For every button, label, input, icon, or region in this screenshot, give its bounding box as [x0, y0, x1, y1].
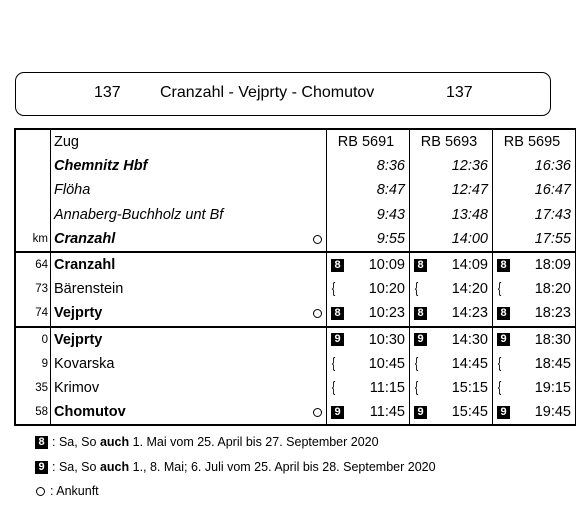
station-cell	[51, 277, 327, 301]
footnote-badge: 8	[414, 307, 427, 320]
time-with-mark	[327, 277, 405, 301]
time-value: 11:45	[369, 404, 405, 421]
time-cell	[493, 203, 576, 227]
time-with-mark	[410, 376, 488, 400]
table-row	[15, 376, 576, 400]
time-value: 19:15	[534, 379, 571, 396]
time-cell	[493, 154, 576, 178]
footnote-badge: 9	[497, 333, 510, 346]
time-value: 18:20	[534, 281, 571, 298]
time-value: 17:43	[534, 206, 571, 223]
time-cell	[493, 277, 576, 301]
time-with-mark	[410, 253, 488, 277]
km-cell: 64	[15, 252, 51, 277]
pass-through-icon: {	[497, 378, 502, 396]
time-value: 18:09	[534, 257, 571, 274]
km-cell	[15, 154, 51, 178]
km-cell: 35	[15, 376, 51, 400]
footnote-badge: 8	[497, 307, 510, 320]
station-name: Cranzahl	[54, 230, 116, 247]
footnote-badge: 8	[331, 259, 344, 272]
legend-item	[35, 460, 436, 474]
pass-through-icon: {	[497, 280, 502, 298]
time-value: 8:47	[376, 182, 405, 199]
time-value: 17:55	[534, 230, 571, 247]
time-cell	[493, 301, 576, 326]
time-value: 14:45	[451, 355, 488, 372]
station-cell	[51, 327, 327, 352]
time-value: 12:36	[451, 158, 488, 175]
time-cell	[493, 252, 576, 277]
header-row	[15, 129, 576, 154]
time-with-mark	[327, 400, 405, 424]
time-value: 13:48	[451, 206, 488, 223]
time-cell	[410, 227, 493, 252]
time-cell	[327, 203, 410, 227]
table-row	[15, 252, 576, 277]
legend-item	[35, 435, 379, 449]
footnote-badge: 8	[35, 436, 48, 449]
time-value: 14:30	[451, 331, 488, 348]
station-name: Cranzahl	[54, 257, 116, 274]
timetable	[14, 128, 576, 426]
km-cell	[15, 178, 51, 202]
time-value: 16:36	[534, 158, 571, 175]
station-cell	[51, 352, 327, 376]
time-cell	[410, 301, 493, 326]
footnote-badge: 9	[414, 406, 427, 419]
time-value: 8:36	[376, 158, 405, 175]
station-cell	[51, 252, 327, 277]
pass-through-icon: {	[414, 378, 419, 396]
km-cell: 74	[15, 301, 51, 326]
time-cell	[493, 178, 576, 202]
arrival-marker-icon	[313, 309, 322, 318]
station-name: Kovarska	[54, 355, 115, 372]
time-value: 15:45	[451, 404, 488, 421]
time-with-mark	[327, 352, 405, 376]
footnote-badge: 9	[497, 406, 510, 419]
arrival-marker-icon	[313, 408, 322, 417]
table-row	[15, 327, 576, 352]
pass-through-icon: {	[414, 354, 419, 372]
train-number: RB 5691	[337, 134, 395, 151]
time-cell	[493, 376, 576, 400]
station-name: Flöha	[54, 182, 91, 199]
time-value: 10:23	[368, 305, 405, 322]
time-value: 10:45	[368, 355, 405, 372]
time-cell	[493, 327, 576, 352]
time-cell	[327, 227, 410, 252]
station-cell	[51, 301, 327, 326]
time-value: 10:30	[368, 331, 405, 348]
legend-text-post: 1. Mai vom 25. April bis 27. September 2020	[129, 435, 379, 449]
time-cell	[327, 178, 410, 202]
time-value: 9:55	[376, 230, 405, 247]
legend-text-post: 1., 8. Mai; 6. Juli vom 25. April bis 28. September 2020	[129, 460, 436, 474]
zug-label: Zug	[51, 129, 327, 154]
table-row	[15, 154, 576, 178]
station-name: Chomutov	[54, 404, 126, 421]
pass-through-icon: {	[331, 280, 336, 298]
time-value: 14:09	[451, 257, 488, 274]
station-name: Chemnitz Hbf	[54, 158, 148, 175]
time-cell	[327, 301, 410, 326]
time-with-mark	[493, 376, 571, 400]
legend-item	[35, 484, 99, 498]
table-row	[15, 301, 576, 326]
time-value: 14:20	[451, 281, 488, 298]
time-cell	[327, 376, 410, 400]
footnote-badge: 9	[331, 406, 344, 419]
time-cell	[410, 252, 493, 277]
time-cell	[327, 400, 410, 425]
train-number: RB 5693	[410, 129, 493, 154]
time-cell	[493, 227, 576, 252]
legend-text-bold: auch	[99, 460, 130, 474]
arrival-marker-icon	[36, 487, 45, 496]
time-value: 10:20	[368, 281, 405, 298]
time-value: 11:15	[369, 379, 405, 396]
time-with-mark	[493, 328, 571, 352]
time-value: 12:47	[451, 182, 488, 199]
time-with-mark	[410, 352, 488, 376]
station-cell	[51, 227, 327, 252]
km-cell	[15, 203, 51, 227]
time-value: 18:30	[534, 331, 571, 348]
footnote-badge: 8	[414, 259, 427, 272]
km-cell: 0	[15, 327, 51, 352]
time-value: 16:47	[534, 182, 571, 199]
time-cell	[327, 327, 410, 352]
km-cell: 9	[15, 352, 51, 376]
time-value: 9:43	[376, 206, 405, 223]
footnote-badge: 8	[497, 259, 510, 272]
station-cell	[51, 154, 327, 178]
table-row	[15, 277, 576, 301]
time-cell	[410, 277, 493, 301]
time-value: 18:45	[534, 355, 571, 372]
arrival-marker-icon	[313, 235, 322, 244]
table-row	[15, 178, 576, 202]
time-with-mark	[410, 277, 488, 301]
time-cell	[493, 400, 576, 425]
legend-text-pre: : Ankunft	[50, 484, 99, 498]
time-with-mark	[493, 253, 571, 277]
km-cell: km	[15, 227, 51, 252]
route-title: Cranzahl - Vejprty - Chomutov	[160, 84, 375, 101]
table-row	[15, 227, 576, 252]
footnote-badge: 9	[35, 461, 48, 474]
time-value: 15:15	[451, 379, 488, 396]
time-cell	[327, 252, 410, 277]
line-number-left: 137	[94, 84, 121, 101]
table-row	[15, 203, 576, 227]
km-cell	[15, 129, 51, 154]
station-name: Bärenstein	[54, 281, 124, 298]
time-with-mark	[493, 400, 571, 424]
time-cell	[410, 327, 493, 352]
pass-through-icon: {	[331, 354, 336, 372]
station-cell	[51, 400, 327, 425]
time-value: 18:23	[534, 305, 571, 322]
time-value: 14:23	[451, 305, 488, 322]
legend-text-pre: : Sa, So	[52, 460, 100, 474]
time-with-mark	[327, 376, 405, 400]
time-cell	[410, 154, 493, 178]
line-number-right: 137	[446, 84, 473, 101]
time-with-mark	[493, 301, 571, 325]
time-with-mark	[410, 328, 488, 352]
station-cell	[51, 203, 327, 227]
footnote-badge: 8	[331, 307, 344, 320]
time-with-mark	[493, 277, 571, 301]
train-number: RB 5695	[493, 129, 576, 154]
station-name: Vejprty	[54, 305, 103, 322]
table-row	[15, 400, 576, 425]
time-value: 14:00	[451, 230, 488, 247]
time-cell	[327, 277, 410, 301]
time-cell	[410, 376, 493, 400]
time-with-mark	[327, 253, 405, 277]
time-cell	[327, 352, 410, 376]
time-with-mark	[493, 352, 571, 376]
time-with-mark	[327, 301, 405, 325]
time-cell	[410, 203, 493, 227]
time-with-mark	[410, 400, 488, 424]
time-with-mark	[410, 301, 488, 325]
time-cell	[493, 352, 576, 376]
time-value: 19:45	[534, 404, 571, 421]
pass-through-icon: {	[414, 280, 419, 298]
time-cell	[327, 154, 410, 178]
time-cell	[410, 400, 493, 425]
time-cell	[410, 178, 493, 202]
km-cell: 58	[15, 400, 51, 425]
footnote-badge: 9	[414, 333, 427, 346]
station-cell	[51, 178, 327, 202]
station-name: Annaberg-Buchholz unt Bf	[54, 206, 224, 223]
route-header	[15, 72, 551, 116]
station-name: Krimov	[54, 379, 100, 396]
legend-text-bold: auch	[99, 435, 130, 449]
station-cell	[51, 376, 327, 400]
time-cell	[410, 352, 493, 376]
pass-through-icon: {	[331, 378, 336, 396]
km-cell: 73	[15, 277, 51, 301]
time-value: 10:09	[368, 257, 405, 274]
pass-through-icon: {	[497, 354, 502, 372]
table-row	[15, 352, 576, 376]
time-with-mark	[327, 328, 405, 352]
legend-text-pre: : Sa, So	[52, 435, 100, 449]
station-name: Vejprty	[54, 331, 103, 348]
footnote-badge: 9	[331, 333, 344, 346]
